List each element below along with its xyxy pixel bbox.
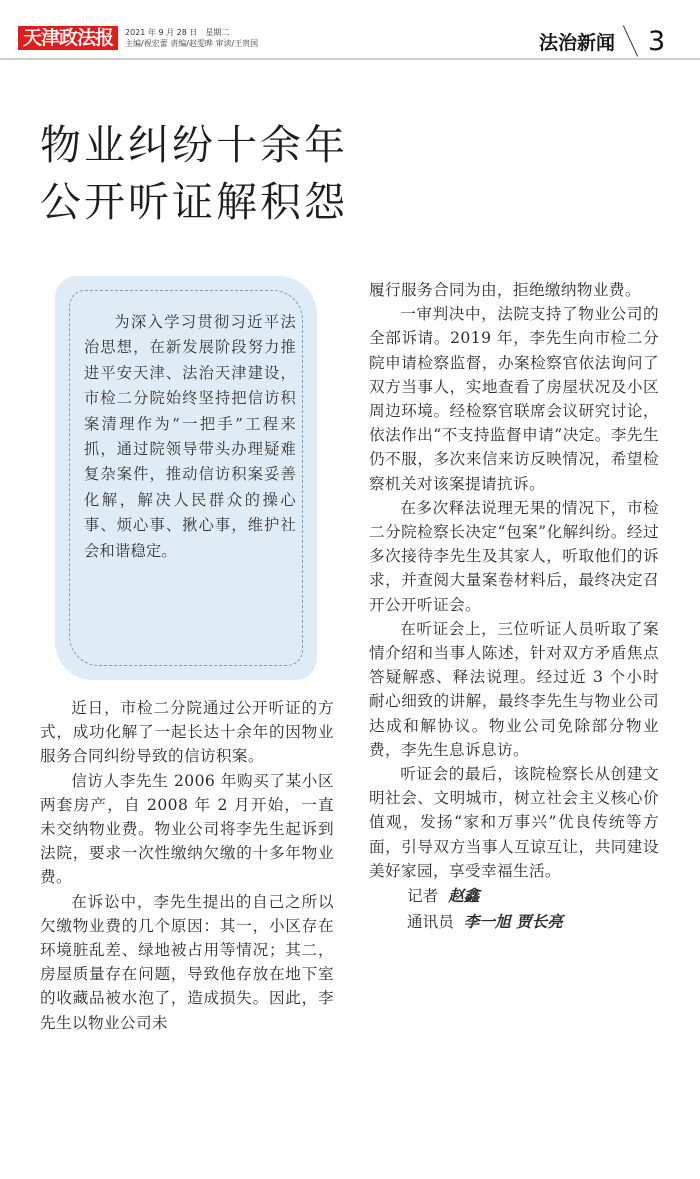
byline-reporter: [369, 883, 659, 909]
correspondent-label: 通讯员: [407, 913, 454, 932]
correspondent-names: 李一旭 贾长亮: [463, 912, 563, 932]
newspaper-logo: 天津政法报: [18, 26, 118, 50]
header-rule: [0, 58, 700, 60]
section-divider: [623, 25, 638, 56]
body-paragraph: 在多次释法说理无果的情况下，市检二分院检察长决定“包案”化解纠纷。经过多次接待李先生及其家人，听取他们的诉求，并查阅大量案卷材料后，最终决定召开公开听证会。: [369, 498, 659, 614]
article-headline: [40, 117, 348, 231]
headline-line-1: 物业纠纷十余年: [40, 121, 348, 169]
body-paragraph: 听证会的最后，该院检察长从创建文明社会、文明城市，树立社会主义核心价值观，发扬“家和万事兴”优良传统等方面，引导双方当事人互谅互让，共同建设美好家园，享受幸福生活。: [369, 765, 659, 880]
section-title: 法治新闻: [539, 32, 616, 54]
editor-credits: 主编/祝宏蕾 责编/赵雯晔 审读/王贵国: [125, 39, 259, 48]
issue-date: 2021 年 9 月 28 日 星期二: [125, 28, 230, 37]
byline-correspondent: [369, 909, 659, 935]
lead-paragraph: 为深入学习贯彻习近平法治思想，在新发展阶段努力推进平安天津、法治天津建设，市检二分院始终坚持把信访积案清理作为“一把手”工程来抓，通过院领导带头办理疑难复杂案件，推动信访积案妥善化解，解决人民群众的操心事、烦心事、揪心事，维护社会和谐稳定。: [84, 313, 296, 560]
page-number: 3: [648, 26, 666, 57]
body-paragraph: 信访人李先生 2006 年购买了某小区两套房产，自 2008 年 2 月开始，一直未交纳物业费。物业公司将李先生起诉到法院，要求一次性缴纳欠缴的十多年物业费。: [40, 771, 334, 887]
reporter-label: 记者: [407, 887, 439, 906]
body-paragraph-continuation: 履行服务合同为由，拒绝缴纳物业费。: [369, 281, 641, 299]
body-paragraph: 一审判决中，法院支持了物业公司的全部诉请。2019 年，李先生向市检二分院申请检察监督，办案检察官依法询问了双方当事人，实地查看了房屋状况及小区周边环境。经检察官联席会议研究讨论，依法作出“不支持监督申请”决定。李先生仍不服，多次来信来访反映情况，希望检察机关对该案提请抗诉。: [369, 305, 659, 493]
body-paragraph: 在听证会上，三位听证人员听取了案情介绍和当事人陈述，针对双方矛盾焦点答疑解惑、释法说理。经过近 3 个小时耐心细致的讲解，最终李先生与物业公司达成和解协议。物业公司免除部分物业费，李先生息诉息访。: [369, 619, 659, 759]
lead-box: [55, 276, 317, 680]
issue-meta: [125, 27, 258, 49]
article-column-right: [369, 278, 659, 935]
reporter-name: 赵鑫: [448, 886, 480, 906]
headline-line-2: 公开听证解积怨: [40, 178, 348, 226]
body-paragraph: 近日，市检二分院通过公开听证的方式，成功化解了一起长达十余年的因物业服务合同纠纷导致的信访积案。: [40, 699, 334, 766]
masthead: [0, 0, 700, 62]
body-paragraph: 在诉讼中，李先生提出的自己之所以欠缴物业费的几个原因：其一，小区存在环境脏乱差、绿地被占用等情况；其二，房屋质量存在问题，导致他存放在地下室的收藏品被水泡了，造成损失。因此，李先生以物业公司未: [40, 892, 334, 1032]
article-column-left: [40, 696, 334, 1035]
byline: [369, 883, 659, 935]
